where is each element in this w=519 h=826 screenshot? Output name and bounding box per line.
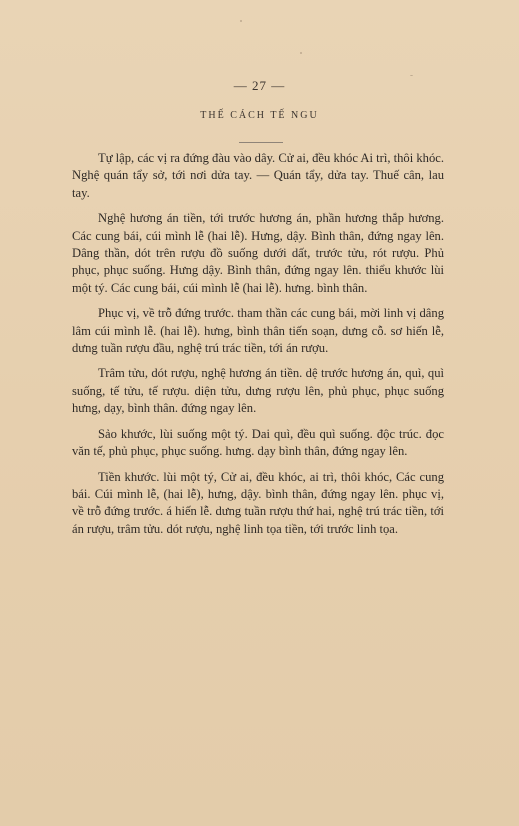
paragraph: Tự lập, các vị ra đứng đàu vào dây. Cử ai, đều khóc Ai trì, thôi khóc. Nghệ quán tẩy sở, tới nơi dửa tay. — Quán tẩy, dửa tay. Thuế cân, lau tay. bbox=[72, 151, 444, 200]
paragraph: Tiền khước. lùi một tý, Cử ai, đều khóc, ai trì, thôi khóc, Các cung bái. Cúi mình lễ, (hai lễ), hưng, dậy. bình thân, đứng ngay lên. phục vị, về trỗ đứng trước. á hiến lễ. dưng tuần rượu thứ hai, nghệ trú trác tiền, tới án rượu, trâm tửu. dót rượu, nghệ linh tọa tiền, tới trước linh tọa. bbox=[72, 469, 444, 536]
page-number: — 27 — bbox=[233, 78, 286, 93]
paragraph: Trâm tửu, dót rượu, nghệ hương án tiền. dệ trước hương án, quì, quì suống, tế tửu, tế rượu. diện tửu, dưng rượu lên, phủ phục, phục suống hưng, dạy, bình thân. đứng ngay lên. bbox=[72, 366, 444, 416]
paragraph: Sảo khước, lùi suống một tý. Dai quì, đều quì suống. độc trúc. đọc văn tế, phủ phục, phục suống. hưng. dạy bình thân, đứng ngay lên. bbox=[72, 426, 444, 459]
paper-speck bbox=[410, 75, 413, 76]
page-heading: THẾ CÁCH TẾ NGU bbox=[200, 110, 319, 121]
paper-speck bbox=[300, 52, 302, 54]
body-text bbox=[72, 150, 444, 546]
paper-speck bbox=[240, 20, 242, 22]
paragraph: Phục vị, về trỗ đứng trước. tham thần các cung bái, mời linh vị dâng lâm cúi mình lễ. (hai lễ). hưng, bình thân tiến soạn, dưng cỗ. sơ hiến lễ, dưng tuần rượu đầu, nghệ trú trác tiền, tới án rượu. bbox=[72, 306, 444, 356]
paragraph: Nghệ hương án tiền, tới trước hương án, phần hương thắp hương. Các cung bái, cúi mình lễ (hai lễ). Hưng, dậy. Bình thân, đứng ngay lên. Dâng thần, dót trên rượu đồ suống dưới dất, trước tửu, rót rượu. Phủ phục, phục suống. Hưng dậy. Bình thân, đứng ngay lên. thiểu khước lùi một tý. Các cung bái, cúi mình lễ (hai lễ). hưng. bình thân. bbox=[72, 211, 444, 295]
heading-divider bbox=[239, 142, 283, 143]
